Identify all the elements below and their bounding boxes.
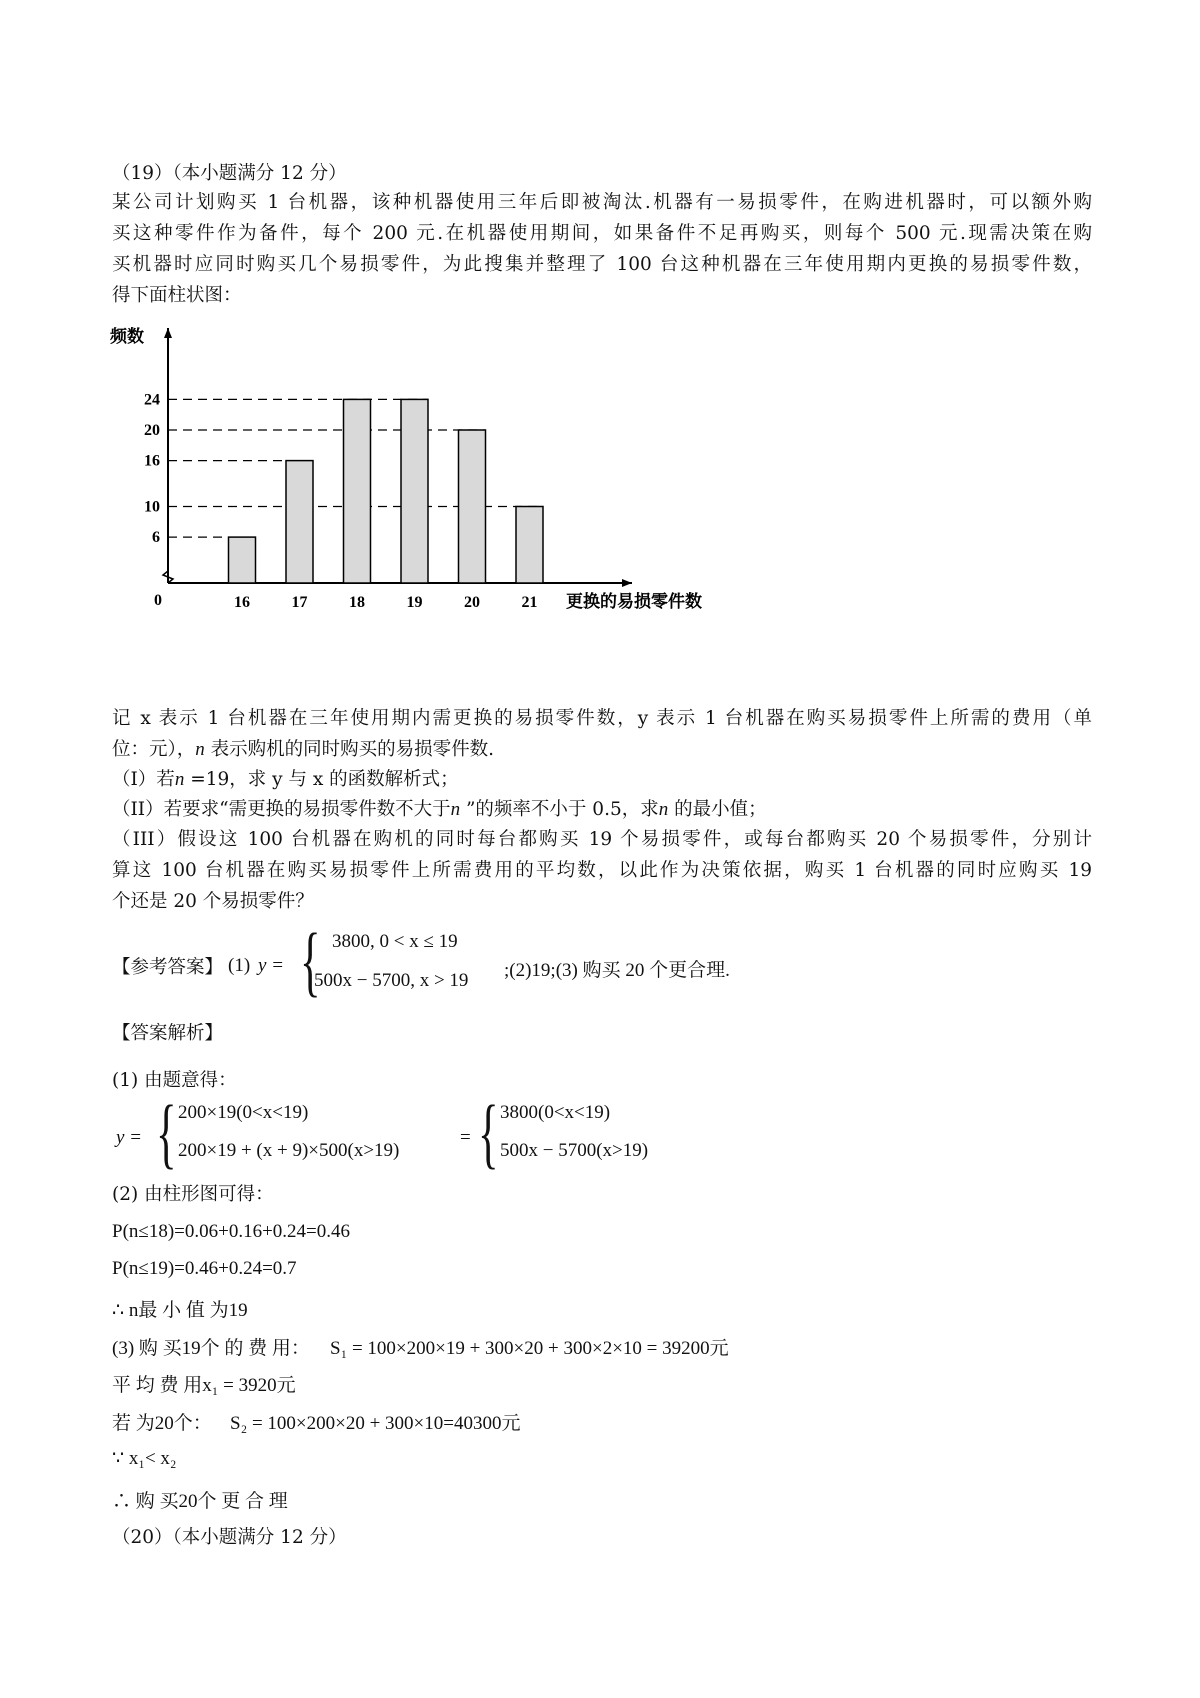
problem-19-header: （19）（本小题满分 12 分） — [112, 163, 347, 184]
if-20-label: 若 为20个： — [112, 1413, 212, 1434]
answer-part1: (1) — [228, 955, 251, 976]
bar-17 — [286, 461, 313, 583]
definition-line-2-a: 位：元）， — [112, 739, 196, 760]
probability-18: P(n≤18)=0.06+0.16+0.24=0.46 — [112, 1221, 351, 1242]
problem-19-line-4: 得下面柱状图： — [112, 285, 242, 306]
problem-19-line-3: 买机器时应同时购买几个易损零件，为此搜集并整理了 100 台这种机器在三年使用期内更换的易损零件数， — [112, 254, 1092, 275]
question-2-b: ”的频率不小于 0.5，求 — [460, 799, 659, 820]
x-axis-arrow — [622, 579, 632, 587]
y-tick-label-10: 10 — [144, 498, 160, 516]
problem-20-header: （20）（本小题满分 12 分） — [112, 1527, 347, 1548]
bar-16 — [229, 537, 256, 583]
solution-2-title: (2) 由柱形图可得： — [112, 1184, 274, 1205]
answer-case-1: 3800, 0 < x ≤ 19 — [332, 931, 458, 952]
x-tick-label-21: 21 — [521, 594, 538, 611]
solution-equals: = — [460, 1127, 471, 1148]
y-tick-label-6: 6 — [152, 529, 160, 547]
definition-line-1: 记 x 表示 1 台机器在三年使用期内需更换的易损零件数，y 表示 1 台机器在购买易损零件上所需的费用（单 — [112, 708, 1092, 729]
solution-1-title: (1) 由题意得： — [112, 1070, 237, 1091]
solution-left-case-2: 200×19 + (x + 9)×500(x>19) — [178, 1140, 400, 1161]
bar-20 — [459, 430, 486, 583]
y-axis-arrow — [164, 328, 172, 338]
y-tick-label-24: 24 — [144, 391, 160, 409]
answer-brace: { — [300, 917, 321, 1004]
problem-19-line-1: 某公司计划购买 1 台机器，该种机器使用三年后即被淘汰.机器有一易损零件，在购进机器时，可以额外购 — [112, 192, 1092, 213]
because-line: ∵ x₁< x₂ — [112, 1448, 177, 1469]
bar-18 — [344, 399, 371, 583]
question-3-line-3: 个还是 20 个易损零件？ — [112, 891, 314, 912]
variable-n: n — [450, 799, 461, 820]
question-2-a: （II）若要求“需更换的易损零件数不大于 — [112, 799, 451, 820]
cost-20-equation: S₂ = 100×200×20 + 300×10=40300元 — [230, 1413, 521, 1434]
question-1-a: （I）若 — [112, 769, 175, 790]
conclusion-line: ∴ 购 买20个 更 合 理 — [112, 1491, 288, 1512]
solution-label: 【答案解析】 — [112, 1023, 224, 1044]
bar-chart — [100, 320, 780, 680]
variable-n: n — [195, 739, 205, 760]
x-tick-label-17: 17 — [291, 594, 308, 611]
solution-right-case-2: 500x − 5700(x>19) — [500, 1140, 649, 1161]
solution-3-title: (3) 购 买19个 的 费 用： — [112, 1338, 310, 1359]
x-tick-label-18: 18 — [349, 594, 365, 611]
solution-left-brace: { — [156, 1089, 177, 1176]
definition-line-2 — [112, 737, 494, 763]
y-tick-label-16: 16 — [144, 452, 160, 470]
question-3-line-1: （III）假设这 100 台机器在购机的同时每台都购买 19 个易损零件，或每台都购买 20 个易损零件，分别计 — [112, 829, 1092, 850]
variable-n: n — [658, 799, 669, 820]
solution-right-brace: { — [478, 1089, 499, 1176]
x-tick-label-16: 16 — [234, 594, 250, 611]
answer-case-2: 500x − 5700, x > 19 — [314, 970, 469, 991]
origin-label: 0 — [154, 592, 162, 609]
question-2 — [112, 797, 767, 823]
question-3-line-2: 算这 100 台机器在购买易损零件上所需费用的平均数，以此作为决策依据，购买 1 台机器的同时应购买 19 — [112, 860, 1092, 881]
y-axis-label: 频数 — [110, 327, 144, 346]
solution-right-case-1: 3800(0<x<19) — [500, 1102, 611, 1123]
question-1 — [112, 767, 459, 793]
definition-line-2-b: 表示购机的同时购买的易损零件数. — [204, 739, 495, 760]
average-cost: 平 均 费 用x₁ = 3920元 — [112, 1375, 296, 1396]
variable-n: n — [174, 769, 185, 790]
bar-21 — [516, 507, 543, 584]
cost-19-equation: S₁ = 100×200×19 + 300×20 + 300×2×10 = 39200元 — [330, 1338, 729, 1359]
answer-y-eq: y = — [258, 955, 285, 976]
problem-19-line-2: 买这种零件作为备件，每个 200 元.在机器使用期间，如果备件不足再购买，则每个 500 元.现需决策在购 — [112, 223, 1092, 244]
question-2-c: 的最小值； — [668, 799, 767, 820]
x-axis-label: 更换的易损零件数 — [566, 592, 702, 611]
x-tick-label-19: 19 — [406, 594, 423, 611]
y-tick-label-20: 20 — [144, 422, 160, 439]
answer-rest: ;(2)19;(3) 购买 20 个更合理. — [504, 960, 730, 981]
n-minimum: ∴ n最 小 值 为19 — [112, 1300, 248, 1321]
bar-19 — [401, 399, 428, 583]
probability-19: P(n≤19)=0.46+0.24=0.7 — [112, 1258, 297, 1279]
solution-y-eq: y = — [116, 1127, 143, 1148]
x-tick-label-20: 20 — [464, 594, 480, 611]
solution-left-case-1: 200×19(0<x<19) — [178, 1102, 309, 1123]
question-1-b: =19，求 y 与 x 的函数解析式； — [184, 769, 459, 790]
answer-label: 【参考答案】 — [112, 957, 224, 978]
